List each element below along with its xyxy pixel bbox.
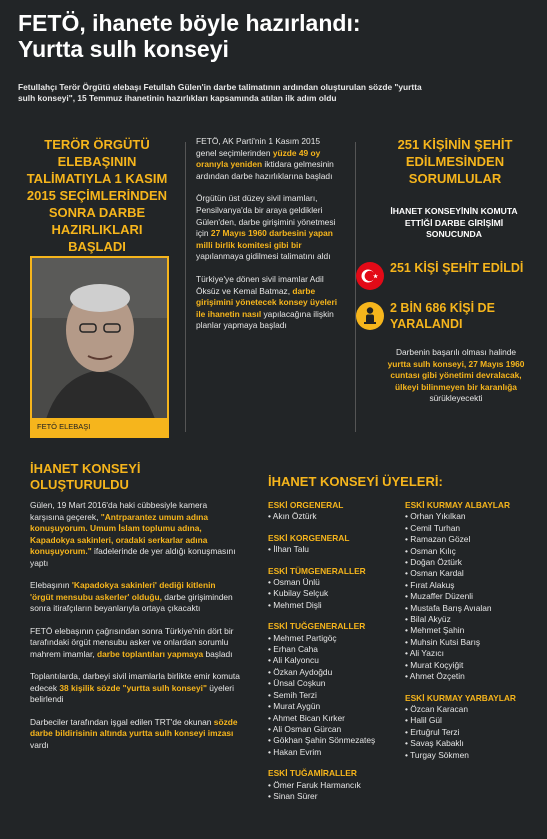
member-name: • Murat Aygün — [268, 701, 403, 712]
member-name: • Murat Koçyiğit — [405, 660, 545, 671]
text-span: Darbeciler tarafından işgal edilen TRT'de okunan — [30, 716, 214, 727]
member-name: • Doğan Öztürk — [405, 557, 545, 568]
member-name: • Savaş Kabaklı — [405, 738, 545, 749]
text-span: ifadelerinde de yer aldığı konuşmasını yaptı — [30, 546, 236, 568]
member-name: • Özkan Aydoğdu — [268, 667, 403, 678]
col3-heading: 251 KİŞİNİN ŞEHİT EDİLMESİNDEN SORUMLULAR — [397, 137, 513, 186]
member-name: • Turgay Sökmen — [405, 750, 545, 761]
col1-heading: TERÖR ÖRGÜTÜ ELEBAŞININ TALİMATIYLA 1 KASIM 2015 SEÇİMLERİNDEN SONRA DARBE HAZIRLIKLARI BAŞLADI — [26, 137, 168, 254]
member-name: • Muzaffer Düzenli — [405, 591, 545, 602]
member-name: • İlhan Talu — [268, 544, 403, 555]
text-span: Gülen, 19 Mart 2016'da haki cübbesiyle kamera karşısına geçerek, — [30, 500, 208, 522]
member-name: • Halil Gül — [405, 715, 545, 726]
page-title — [18, 10, 538, 62]
member-name: • Cemil Turhan — [405, 523, 545, 534]
stat-wounded: 2 BİN 686 KİŞİ DE YARALANDI — [390, 301, 495, 331]
member-group-title: ESKİ ORGENERAL — [268, 500, 344, 510]
leader-photo — [30, 256, 169, 438]
text-span: vardı — [30, 739, 49, 750]
member-group — [405, 693, 545, 761]
members-list-right — [405, 500, 545, 771]
photo-caption: FETÖ ELEBAŞI — [32, 418, 167, 436]
member-name: • Ali Osman Gürcan — [268, 724, 403, 735]
title-line-2: Yurtta sulh konseyi — [18, 36, 229, 62]
member-group-title: ESKİ TÜMGENERALLER — [268, 565, 366, 576]
members-heading: İHANET KONSEYİ ÜYELERİ: — [268, 474, 443, 489]
text-span: yapılacağına ilişkin planlar yapmaya başladı — [196, 308, 334, 331]
col2-paragraph — [196, 136, 341, 182]
member-name: • Akın Öztürk — [268, 511, 403, 522]
column-divider — [185, 142, 186, 432]
member-name: • Kubilay Selçuk — [268, 588, 403, 599]
text-span: FETÖ elebaşının çağrısından sonra Türkiye'nin dört bir tarafındaki örgüt mensubu asker ve onlardan sorumlu mahrem imamlar, — [30, 625, 234, 659]
member-name: • Erhan Caha — [268, 644, 403, 655]
member-name: • Ramazan Gözel — [405, 534, 545, 545]
member-group — [268, 621, 403, 758]
highlight-text: 'Kapadokya sakinleri' dediği kitlenin 'örgüt mensubu askerler' olduğu, — [30, 580, 216, 602]
member-group-title: ESKİ KORGENERAL — [268, 532, 350, 543]
highlight-text: darbe toplantıları yapmaya — [97, 648, 204, 659]
col3-body — [386, 347, 526, 405]
member-group — [405, 500, 545, 683]
text-span: sürükleyecekti — [429, 393, 483, 404]
member-name: • Mustafa Barış Avıalan — [405, 603, 545, 614]
highlight-text: yüzde 49 oy oranıyla yeniden — [196, 147, 321, 170]
member-name: • Mehmet Şahin — [405, 625, 545, 636]
highlight-text: 38 kişilik sözde "yurtta sulh konseyi" — [59, 682, 207, 693]
member-name: • Mehmet Partigöç — [268, 633, 403, 644]
text-span: FETÖ, AK Parti'nin 1 Kasım 2015 genel seçimlerinden — [196, 136, 321, 158]
lower-paragraph — [30, 500, 240, 569]
highlight-text: yurtta sulh konseyi, 27 Mayıs 1960 cuntası gibi yönetimi devralacak, ülkeyi bilinmeyen bir karanlığa — [387, 358, 525, 392]
member-group-title: ESKİ TUĞAMİRALLER — [268, 768, 357, 779]
members-list-left — [268, 500, 403, 812]
text-span: başladı — [203, 648, 233, 659]
member-name: • Mehmet Dişli — [268, 600, 403, 611]
text-span: yapılanmaya gidilmesi talimatını aldı — [196, 251, 331, 262]
member-group-title: ESKİ KURMAY ALBAYLAR — [405, 500, 511, 510]
member-name: • Fırat Alakuş — [405, 580, 545, 591]
member-group-title: ESKİ TUĞGENERALLER — [268, 621, 366, 632]
text-span: Elebaşının — [30, 580, 72, 590]
lower-paragraph — [30, 580, 240, 615]
highlight-text: "Antrparantez umum adına konuşuyorum. Umum İslam toplumu adına, Kapadokya sakinleri, oradaki serkarlar adına konuşuyorum." — [30, 511, 209, 556]
member-name: • Muhsin Kutsi Barış — [405, 637, 545, 648]
member-name: • Orhan Yıkılkan — [405, 511, 545, 522]
member-name: • Özcan Karacan — [405, 704, 545, 715]
member-name: • Ömer Faruk Harmancık — [268, 780, 403, 791]
col3-subheading: İHANET KONSEYİNİN KOMUTA ETTİĞİ DARBE GİRİŞİMİ SONUCUNDA — [390, 206, 518, 239]
member-group — [268, 566, 403, 612]
member-name: • Osman Kılıç — [405, 546, 545, 557]
member-name: • Ali Yazıcı — [405, 648, 545, 659]
turkish-flag-icon — [356, 262, 384, 290]
member-name: • Semih Terzi — [268, 690, 403, 701]
council-formed-text — [30, 500, 240, 762]
member-name: • Osman Ünlü — [268, 577, 403, 588]
highlight-text: 27 Mayıs 1960 darbesini yapan milli birlik komitesi gibi bir — [196, 228, 333, 250]
member-name: • Sinan Sürer — [268, 791, 403, 802]
member-group-title: ESKİ KURMAY YARBAYLAR — [405, 692, 516, 703]
title-line-1: FETÖ, ihanete böyle hazırlandı: — [18, 10, 361, 36]
member-name: • Bilal Akyüz — [405, 614, 545, 625]
text-span: Örgütün üst düzey sivil imamları, Pensilvanya'da bir araya geldikleri Gülen'den, darbe girişimini yönetmesi için — [196, 193, 336, 239]
wounded-person-icon — [356, 302, 384, 330]
text-span: üyeleri belirlendi — [30, 682, 234, 704]
text-span: Türkiye'ye dönen sivil imamlar Adil Öksüz ve Kemal Batmaz, — [196, 273, 324, 296]
member-group — [268, 768, 403, 802]
member-name: • Ahmet Özçetin — [405, 671, 545, 682]
lower-paragraph — [30, 671, 240, 706]
member-name: • Ünsal Coşkun — [268, 678, 403, 689]
text-span: darbe girişiminden sonra itirafçıların beyanlarıyla ortaya çıkacaktı — [30, 591, 233, 613]
text-span: Toplantılarda, darbeyi sivil imamlarla birlikte emir komuta edecek — [30, 671, 240, 693]
col2-paragraph — [196, 193, 341, 263]
col2-paragraph — [196, 274, 341, 332]
member-name: • Ertuğrul Terzi — [405, 727, 545, 738]
member-name: • Ahmet Bican Kırker — [268, 713, 403, 724]
member-name: • Hakan Evrim — [268, 747, 403, 758]
lower-paragraph — [30, 626, 240, 661]
text-span: Darbenin başarılı olması halinde — [395, 347, 517, 357]
intro-text: Fetullahçı Terör Örgütü elebaşı Fetullah Gülen'in darbe talimatının ardından oluşturulan sözde "yurtta sulh konseyi", 15 Temmuz ihanetinin hazırlıkları kapsamında atılan ilk adım oldu — [18, 82, 422, 103]
col2-text — [196, 136, 341, 343]
member-group — [268, 533, 403, 556]
lower-paragraph — [30, 717, 240, 752]
council-formed-heading: İHANET KONSEYİ OLUŞTURULDU — [30, 461, 141, 492]
highlight-text: darbe girişimini yönetecek konsey üyeleri ile ihanetin nasıl — [196, 285, 338, 319]
highlight-text: sözde darbe bildirisinin altında yurtta sulh konseyi imzası — [30, 716, 238, 738]
member-name: • Osman Kardal — [405, 568, 545, 579]
portrait-image — [32, 258, 167, 436]
member-group — [268, 500, 403, 523]
stat-martyrs: 251 KİŞİ ŞEHİT EDİLDİ — [390, 261, 524, 275]
member-name: • Gökhan Şahin Sönmezateş — [268, 735, 403, 746]
member-name: • Ali Kalyoncu — [268, 655, 403, 666]
text-span: iktidara gelmesinin ardından darbe hazırlıklarına başladı — [196, 159, 334, 181]
